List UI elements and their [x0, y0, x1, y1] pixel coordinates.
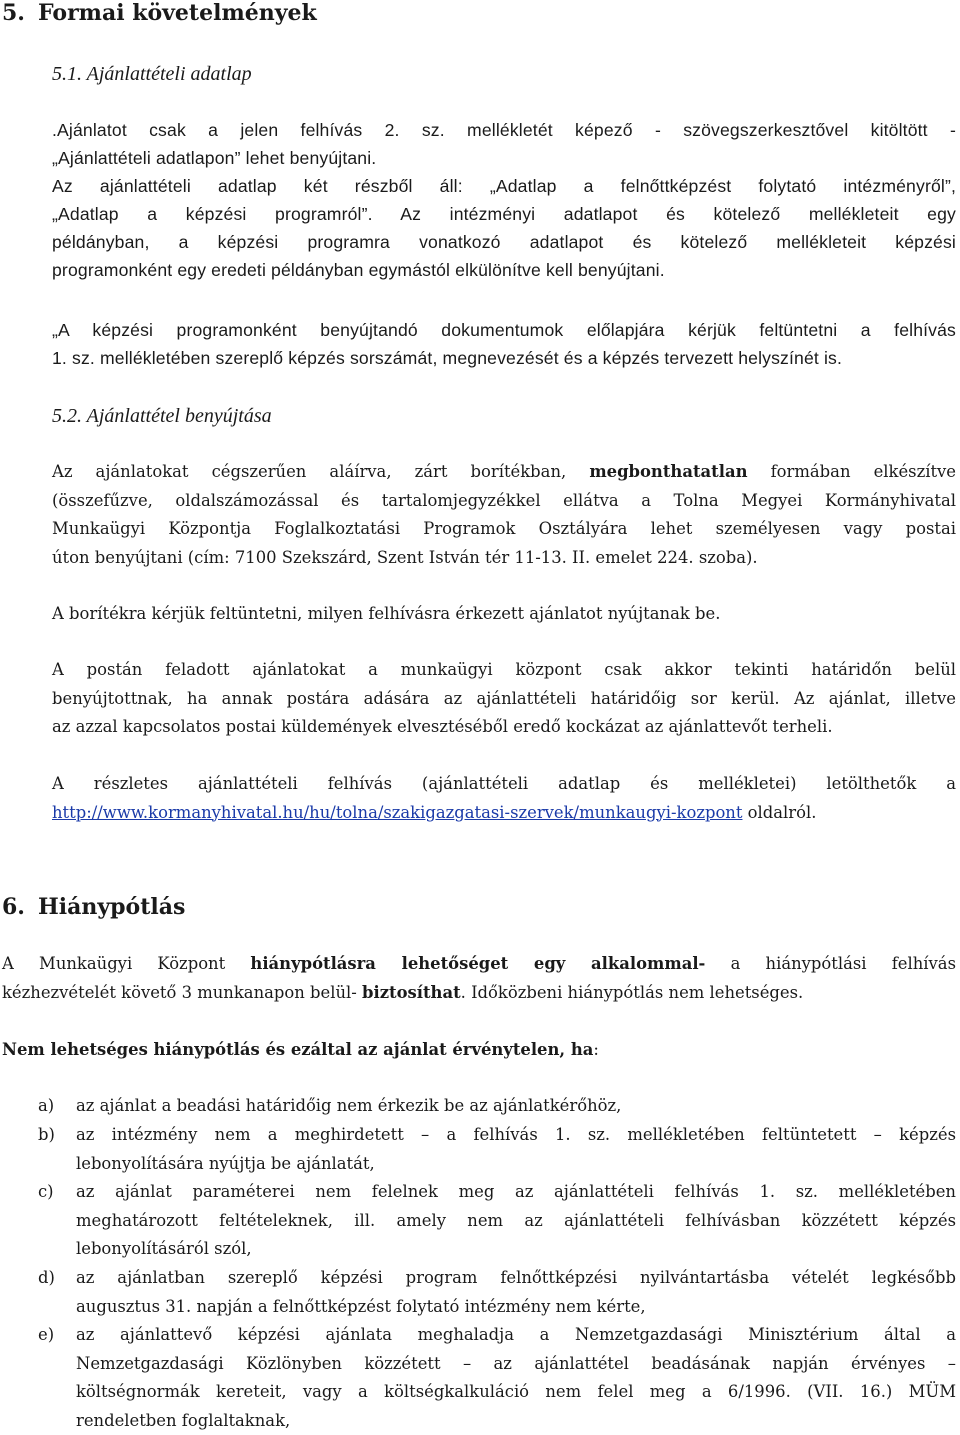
section-number: 5. — [2, 0, 38, 26]
text-line: augusztus 31. napján a felnőttképzést folytató intézmény nem kérte, — [76, 1293, 956, 1322]
bold-text: megbonthatatlan — [589, 462, 747, 481]
list-text — [76, 1178, 956, 1264]
paragraph-elolap — [52, 316, 956, 372]
text-line: A Munkaügyi Központ hiánypótlásra lehetőséget egy alkalommal- a hiánypótlási felhívás — [2, 950, 956, 979]
list-text — [76, 1092, 956, 1121]
text-line: Az ajánlatokat cégszerűen aláírva, zárt borítékban, megbonthatatlan formában elkészítve — [52, 458, 956, 487]
text-line: úton benyújtani (cím: 7100 Szekszárd, Szent István tér 11-13. II. emelet 224. szoba). — [52, 544, 956, 573]
paragraph-letoltes — [52, 770, 956, 827]
text-line: A borítékra kérjük feltüntetni, milyen felhívásra érkezett ajánlatot nyújtanak be. — [52, 600, 956, 629]
text-line: (összefűzve, oldalszámozással és tartalomjegyzékkel ellátva a Tolna Megyei Kormányhivatal — [52, 487, 956, 516]
paragraph-hianypotlas — [2, 950, 956, 1007]
text-line: az azzal kapcsolatos postai küldemények elvesztéséből eredő kockázat az ajánlattevőt terheli. — [52, 713, 956, 742]
text-line: A részletes ajánlattételi felhívás (ajánlattételi adatlap és mellékletei) letölthetők a — [52, 770, 956, 799]
bold-text: biztosíthat — [362, 983, 461, 1002]
text-line: az intézmény nem a meghirdetett – a felhívás 1. sz. mellékletében feltüntetett – képzés — [76, 1121, 956, 1150]
text-line: Nemzetgazdasági Közlönyben közzétett – az ajánlattétel beadásának napján érvényes – — [76, 1350, 956, 1379]
paragraph-adatlap — [52, 116, 956, 284]
paragraph-ervenytelen — [2, 1036, 956, 1065]
text-line: költségnormák kereteit, vagy a költségkalkuláció nem felel meg a 6/1996. (VII. 16.) MÜM — [76, 1378, 956, 1407]
subsection-5-2-heading: 5.2. Ajánlattétel benyújtása — [52, 404, 272, 428]
list-label: c) — [38, 1178, 54, 1207]
list-label: d) — [38, 1264, 55, 1293]
bold-text: Nem lehetséges hiánypótlás és ezáltal az ajánlat érvénytelen, ha — [2, 1040, 593, 1059]
text-line: benyújtottnak, ha annak postára adására az ajánlattételi határidőig sor kerül. Az ajánlat, illetve — [52, 685, 956, 714]
list-text — [76, 1264, 956, 1321]
text-line: .Ajánlatot csak a jelen felhívás 2. sz. mellékletét képező - szövegszerkesztővel kitöltött - — [52, 116, 956, 144]
section-5-heading — [2, 0, 317, 26]
text-line: 1. sz. mellékletében szereplő képzés sorszámát, megnevezését és a képzés tervezett helyszínét is. — [52, 344, 956, 372]
text-line: „Ajánlattételi adatlapon” lehet benyújtani. — [52, 144, 956, 172]
list-label: e) — [38, 1321, 54, 1350]
section-6-heading — [2, 894, 185, 920]
text-line: lebonyolításáról szól, — [76, 1235, 956, 1264]
section-number: 6. — [2, 894, 38, 920]
text-line: programonként egy eredeti példányban egymástól elkülönítve kell benyújtani. — [52, 256, 956, 284]
text-line: az ajánlat paraméterei nem felelnek meg az ajánlattételi felhívás 1. sz. mellékletében — [76, 1178, 956, 1207]
text-line: lebonyolítására nyújtja be ajánlatát, — [76, 1150, 956, 1179]
list-label: b) — [38, 1121, 55, 1150]
text-line: az ajánlattevő képzési ajánlata meghaladja a Nemzetgazdasági Minisztérium által a — [76, 1321, 956, 1350]
list-text — [76, 1321, 956, 1435]
text-line: meghatározott feltételeknek, ill. amely nem az ajánlattételi felhívásban közzétett képzés — [76, 1207, 956, 1236]
paragraph-benyujtas — [52, 458, 956, 572]
bold-text: hiánypótlásra lehetőséget egy alkalommal- — [250, 954, 705, 973]
text-line: példányban, a képzési programra vonatkozó adatlapot és kötelező mellékleteit képzési — [52, 228, 956, 256]
section-title: Hiánypótlás — [38, 894, 185, 920]
text-line: „Adatlap a képzési programról”. Az intézményi adatlapot és kötelező mellékleteit egy — [52, 200, 956, 228]
list-text — [76, 1121, 956, 1178]
download-link[interactable]: http://www.kormanyhivatal.hu/hu/tolna/szakigazgatasi-szervek/munkaugyi-kozpont — [52, 803, 742, 822]
text-line: A postán feladott ajánlatokat a munkaügyi központ csak akkor tekinti határidőn belül — [52, 656, 956, 685]
subsection-5-1-heading: 5.1. Ajánlattételi adatlap — [52, 62, 252, 86]
text-line: az ajánlatban szereplő képzési program felnőttképzési nyilvántartásba vételét legkésőbb — [76, 1264, 956, 1293]
text-line: kézhezvételét követő 3 munkanapon belül- biztosíthat. Időközbeni hiánypótlás nem lehetséges. — [2, 979, 956, 1008]
paragraph-boritek — [52, 600, 956, 629]
text-line: rendeletben foglaltaknak, — [76, 1407, 956, 1435]
list-label: a) — [38, 1092, 54, 1121]
text-line: az ajánlat a beadási határidőig nem érkezik be az ajánlatkérőhöz, — [76, 1092, 956, 1121]
paragraph-posta — [52, 656, 956, 742]
text-line: http://www.kormanyhivatal.hu/hu/tolna/szakigazgatasi-szervek/munkaugyi-kozpont oldalról. — [52, 799, 956, 828]
text-line: „A képzési programonként benyújtandó dokumentumok előlapjára kérjük feltüntetni a felhívás — [52, 316, 956, 344]
section-title: Formai követelmények — [38, 0, 317, 26]
text-line: Az ajánlattételi adatlap két részből áll: „Adatlap a felnőttképzést folytató intézményről”, — [52, 172, 956, 200]
text-line: Nem lehetséges hiánypótlás és ezáltal az ajánlat érvénytelen, ha: — [2, 1036, 956, 1065]
text-line: Munkaügyi Központja Foglalkoztatási Programok Osztályára lehet személyesen vagy postai — [52, 515, 956, 544]
